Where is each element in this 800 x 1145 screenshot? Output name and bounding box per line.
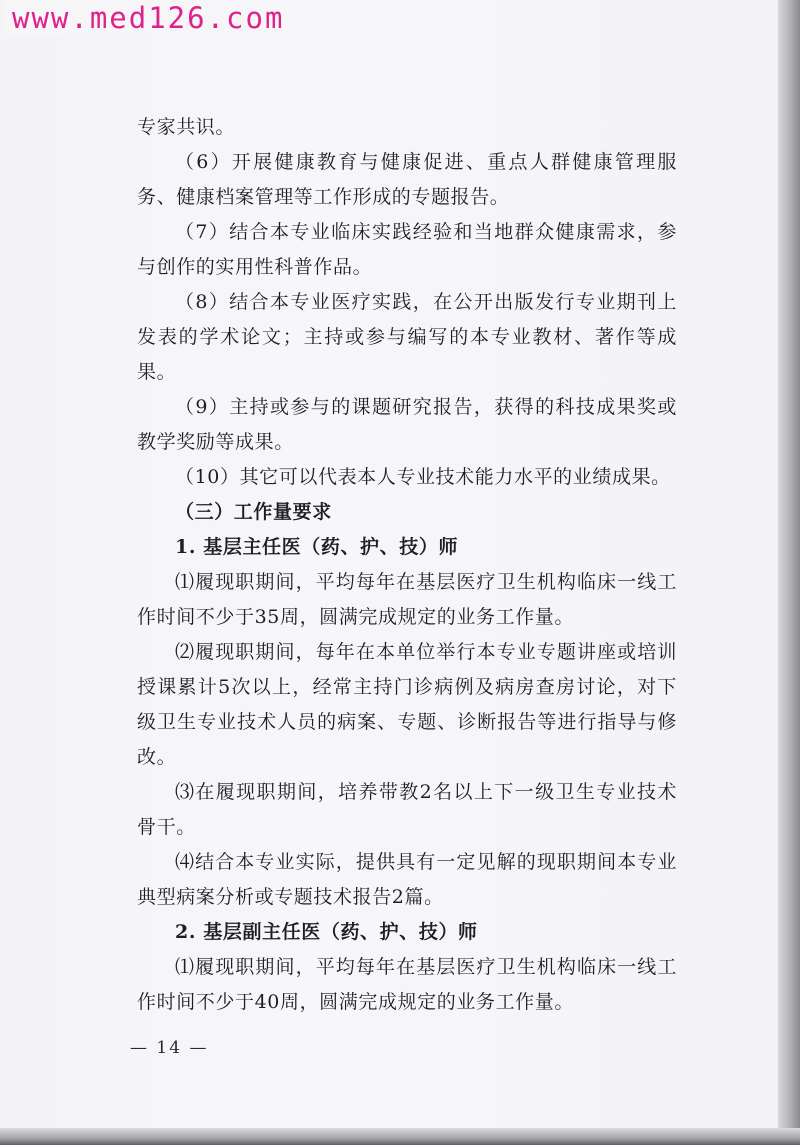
paragraph: ⑵履现职期间，每年在本单位举行本专业专题讲座或培训授课累计5次以上，经常主持门诊病例及病房查房讨论，对下级卫生专业技术人员的病案、专题、诊断报告等进行指导与修改。: [137, 641, 677, 768]
page-number: — 14 —: [130, 1038, 209, 1058]
scan-edge-bottom: [0, 1128, 800, 1145]
paragraph: （7）结合本专业临床实践经验和当地群众健康需求，参与创作的实用性科普作品。: [137, 221, 677, 278]
paragraph: ⑴履现职期间，平均每年在基层医疗卫生机构临床一线工作时间不少于35周，圆满完成规定的业务工作量。: [137, 571, 677, 628]
paragraph: （9）主持或参与的课题研究报告，获得的科技成果奖或教学奖励等成果。: [137, 396, 677, 453]
paragraph: ⑷结合本专业实际，提供具有一定见解的现职期间本专业典型病案分析或专题技术报告2篇。: [137, 851, 677, 908]
paragraph: （6）开展健康教育与健康促进、重点人群健康管理服务、健康档案管理等工作形成的专题报告。: [137, 151, 677, 208]
subsection-heading: 2. 基层副主任医（药、护、技）师: [175, 921, 478, 943]
document-body: [137, 110, 677, 1020]
paragraph: ⑴履现职期间，平均每年在基层医疗卫生机构临床一线工作时间不少于40周，圆满完成规定的业务工作量。: [137, 956, 677, 1013]
paragraph: （10）其它可以代表本人专业技术能力水平的业绩成果。: [175, 466, 671, 488]
watermark: www.med126.com: [6, 0, 290, 36]
scan-edge-right: [778, 0, 800, 1145]
paragraph: ⑶在履现职期间，培养带教2名以上下一级卫生专业技术骨干。: [137, 781, 677, 838]
section-heading: （三）工作量要求: [175, 501, 332, 523]
paragraph: （8）结合本专业医疗实践，在公开出版发行专业期刊上发表的学术论文；主持或参与编写的本专业教材、著作等成果。: [137, 291, 677, 383]
subsection-heading: 1. 基层主任医（药、护、技）师: [175, 536, 459, 558]
paragraph: 专家共识。: [137, 116, 236, 138]
